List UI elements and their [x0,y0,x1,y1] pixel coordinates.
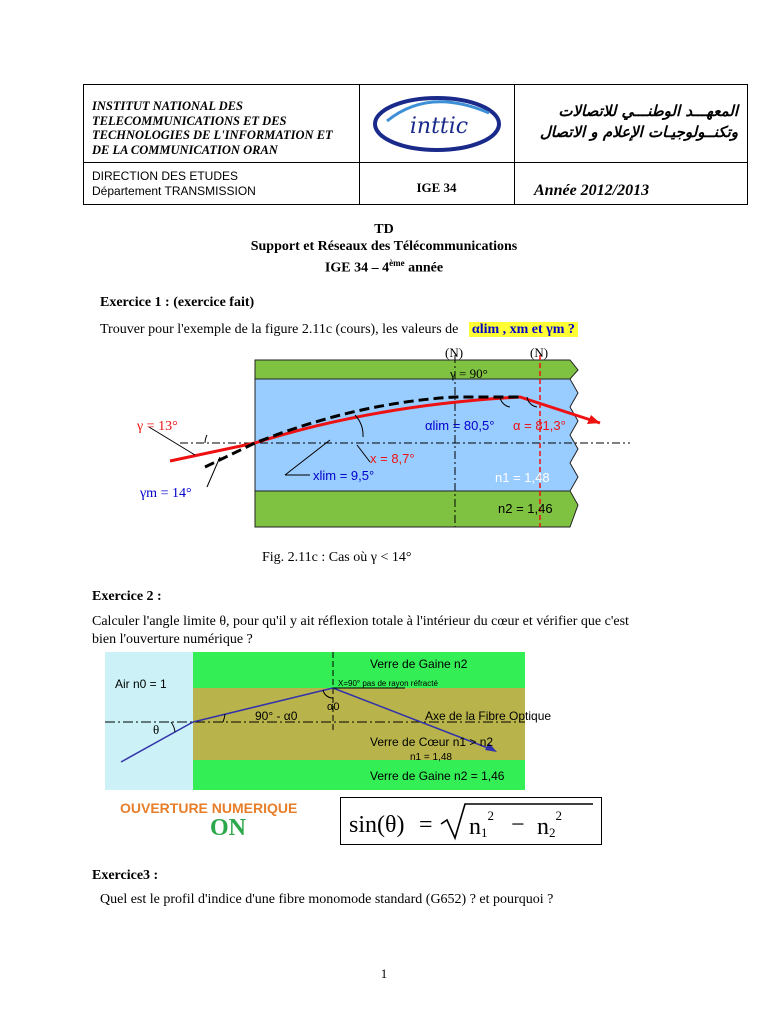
alpha-label: α = 81,3° [513,418,566,433]
academic-year: Année 2012/2013 [534,182,650,199]
exercise2-text-line1: Calculer l'angle limite θ, pour qu'il y ait réflexion totale à l'intérieur du cœur et vérifier que c'est [92,614,629,629]
exercise3-heading: Exercice3 : [92,868,159,883]
formula-box [340,797,602,845]
doc-level: IGE 34 – 4ème année [324,258,444,276]
exercise3-text: Quel est le profil d'indice d'une fibre monomode standard (G652) ? et pourquoi ? [100,892,554,907]
normal-label-2: (N) [530,345,549,360]
inttic-logo [369,91,507,157]
n2-label: n2 = 1,46 [498,501,553,516]
air-label: Air n0 = 1 [115,677,167,691]
gamma-m-label: γm = 14° [140,486,192,501]
exercise1-highlight: αlim , xm et γm ? [469,322,578,337]
formula-minus: − [511,812,525,838]
formula [341,798,601,844]
gaine-bottom-label: Verre de Gaine n2 = 1,46 [370,769,505,783]
x90-label: X=90° pas de rayon réfracté [338,679,438,688]
theta-label: θ [153,722,160,737]
fiber-aperture-figure [105,652,552,790]
n1-label: n1 = 1,48 [495,470,550,485]
direction: DIRECTION DES ETUDES [92,169,239,183]
gaine-top-label: Verre de Gaine n2 [370,657,468,671]
figure-caption: Fig. 2.11c : Cas où γ < 14° [262,550,412,565]
formula-lhs: sin(θ) [349,812,405,838]
exercise1-text: Trouver pour l'exemple de la figure 2.11c (cours), les valeurs de αlim , xm et γm ? [100,320,578,339]
doc-subtitle: Support et Réseaux des Télécommunications [250,239,518,254]
gamma13-label: γ = 13° [137,419,178,434]
department: Département TRANSMISSION [92,184,256,198]
on-title: OUVERTURE NUMERIQUE [120,800,298,816]
alpha-lim-label: αlim = 80,5° [425,418,495,433]
cladding-top [255,360,578,379]
exercise2-heading: Exercice 2 : [92,589,162,604]
formula-n1: $n1^2$ [469,808,494,840]
course-code: IGE 34 [416,180,457,195]
axis-label: Axe de la Fibre Optique [425,709,552,723]
on-abbr: ON [210,815,246,841]
doc-title: TD [374,222,394,237]
institute-name-ar: المعهـــد الوطنـــي للاتصالات وتكنــولوجيـات الإعلام و الاتصال [539,102,738,141]
alpha0-label: α0 [327,701,340,713]
divider [84,162,747,163]
figure-2-11c [125,345,635,535]
institute-name-fr: INSTITUT NATIONAL DES TELECOMMUNICATIONS ET DES TECHNOLOGIES DE L'INFORMATION ET DE LA COMMUNICATION ORAN [92,99,333,157]
normal-label: (N) [445,345,464,360]
direction-block [92,169,256,199]
exercise2-text-line2: bien l'ouverture numérique ? [92,632,253,647]
gamma90-label: γ = 90° [450,366,488,381]
x-lim-label: xlim = 9,5° [313,468,375,483]
n1-label: n1 = 1,48 [410,752,452,763]
coeur-label: Verre de Cœur n1 > n2 [370,735,494,749]
page-number: 1 [380,966,388,981]
header-table [83,84,748,205]
logo-text: inttic [409,114,469,139]
x-label: x = 8,7° [370,451,415,466]
formula-n2: $n2^2$ [537,808,562,840]
exercise1-heading: Exercice 1 : (exercice fait) [100,295,255,310]
divider [514,85,515,204]
air-region [105,652,193,790]
angle90-label: 90° - α0 [255,709,298,723]
formula-eq: = [419,812,433,838]
